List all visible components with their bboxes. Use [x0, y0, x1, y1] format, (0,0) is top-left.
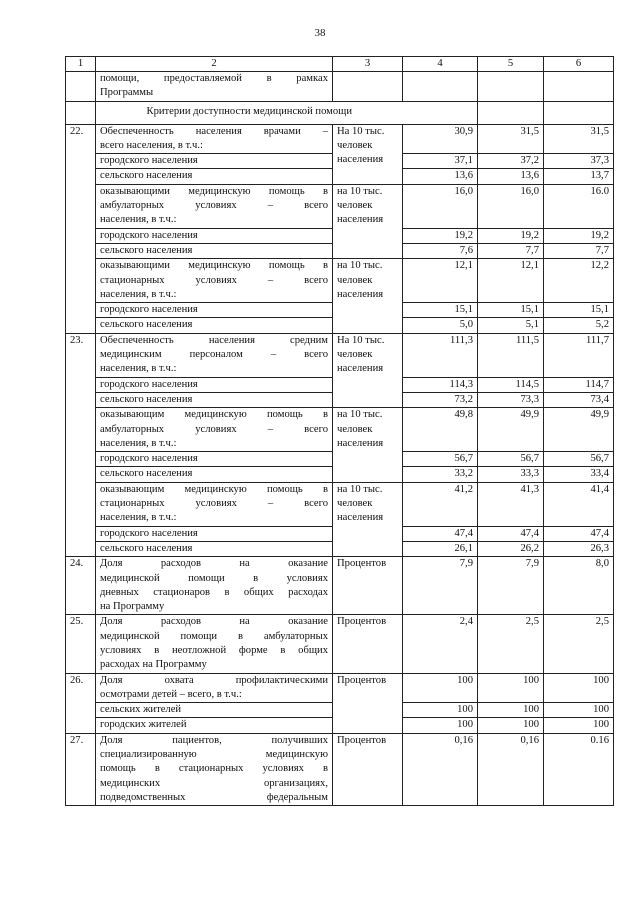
unit-cell: На 10 тыс. человек населения: [333, 333, 403, 407]
table-row: [66, 333, 614, 377]
value-cell: 13,7: [544, 169, 614, 184]
value-cell: 7,9: [403, 557, 478, 615]
column-header: 2: [96, 57, 333, 72]
table-row: [66, 408, 614, 452]
value-cell: 33,2: [403, 467, 478, 482]
section-title: Критерии доступности медицинской помощи: [96, 101, 403, 124]
value-cell: 100: [403, 718, 478, 733]
unit-cell: На 10 тыс. человек населения: [333, 124, 403, 184]
value-cell: 33,4: [544, 467, 614, 482]
value-cell: 111,3: [403, 333, 478, 377]
value-cell: 7,7: [478, 243, 544, 258]
criteria-table: [65, 56, 614, 806]
value-cell: 37,3: [544, 154, 614, 169]
row-number: 27.: [66, 733, 96, 805]
value-cell: 8,0: [544, 557, 614, 615]
value-cell: 13,6: [478, 169, 544, 184]
value-cell: 31,5: [478, 124, 544, 154]
value-cell: 100: [544, 673, 614, 703]
value-cell: 15,1: [478, 303, 544, 318]
value-cell: 5,0: [403, 318, 478, 333]
value-cell: 12,1: [403, 259, 478, 303]
row-number: 24.: [66, 557, 96, 615]
unit-cell: Процентов: [333, 673, 403, 733]
row-description: Доля расходов на оказание медицинской помощи в амбулаторных условиях в неотложной форме в общих расходах на Программу: [96, 615, 333, 673]
value-cell: 12,1: [478, 259, 544, 303]
unit-cell: Процентов: [333, 557, 403, 615]
table-row: [66, 482, 614, 526]
value-cell: 100: [478, 718, 544, 733]
value-cell: 7,6: [403, 243, 478, 258]
value-cell: 5,2: [544, 318, 614, 333]
value-cell: 114,5: [478, 377, 544, 392]
value-cell: 49,9: [544, 408, 614, 452]
sub-label: сельских жителей: [96, 703, 333, 718]
column-header: 3: [333, 57, 403, 72]
sub-label: городского населения: [96, 228, 333, 243]
value-cell: 73,2: [403, 392, 478, 407]
sub-label: городского населения: [96, 154, 333, 169]
value-cell: 16.0: [544, 184, 614, 228]
value-cell: 114,7: [544, 377, 614, 392]
value-cell: 7,7: [544, 243, 614, 258]
value-cell: 111,7: [544, 333, 614, 377]
unit-cell: на 10 тыс. человек населения: [333, 482, 403, 556]
value-cell: 37,1: [403, 154, 478, 169]
table-row: [66, 733, 614, 805]
column-header: 4: [403, 57, 478, 72]
sub-label: сельского населения: [96, 392, 333, 407]
value-cell: 12,2: [544, 259, 614, 303]
sub-label: сельского населения: [96, 169, 333, 184]
value-cell: 100: [478, 673, 544, 703]
sub-label: сельского населения: [96, 318, 333, 333]
value-cell: 73,4: [544, 392, 614, 407]
value-cell: 2,4: [403, 615, 478, 673]
row-number: 22.: [66, 124, 96, 333]
row-description: Обеспеченность населения врачами – всего населения, в т.ч.:: [96, 124, 333, 154]
sub-label: городского населения: [96, 303, 333, 318]
value-cell: 19,2: [403, 228, 478, 243]
value-cell: 19,2: [478, 228, 544, 243]
value-cell: 49,8: [403, 408, 478, 452]
unit-cell: на 10 тыс. человек населения: [333, 408, 403, 482]
column-header-row: [66, 57, 614, 72]
value-cell: 41,3: [478, 482, 544, 526]
sub-label: сельского населения: [96, 541, 333, 556]
unit-cell: Процентов: [333, 615, 403, 673]
value-cell: 13,6: [403, 169, 478, 184]
value-cell: 15,1: [544, 303, 614, 318]
table-row: [66, 673, 614, 703]
value-cell: 15,1: [403, 303, 478, 318]
value-cell: 0.16: [544, 733, 614, 805]
value-cell: 47,4: [403, 526, 478, 541]
value-cell: 100: [544, 703, 614, 718]
row-description: Обеспеченность населения средним медицинским персоналом – всего населения, в т.ч.:: [96, 333, 333, 377]
value-cell: 100: [544, 718, 614, 733]
value-cell: 33,3: [478, 467, 544, 482]
row-description: Доля расходов на оказание медицинской помощи в условиях дневных стационаров в общих расходах на Программу: [96, 557, 333, 615]
value-cell: 56,7: [478, 452, 544, 467]
value-cell: 41,4: [544, 482, 614, 526]
unit-cell: на 10 тыс. человек населения: [333, 184, 403, 258]
row-description: оказывающими медицинскую помощь в амбулаторных условиях – всего населения, в т.ч.:: [96, 184, 333, 228]
table-row: [66, 72, 614, 102]
sub-label: городского населения: [96, 526, 333, 541]
value-cell: 47,4: [544, 526, 614, 541]
table-row: [66, 557, 614, 615]
value-cell: 47,4: [478, 526, 544, 541]
value-cell: 41,2: [403, 482, 478, 526]
section-title-row: [66, 101, 614, 124]
table-row: [66, 124, 614, 154]
column-header: 5: [478, 57, 544, 72]
row-description: Доля пациентов, получивших специализированную медицинскую помощь в стационарных условиях в медицинских организациях, подведомственных федеральным: [96, 733, 333, 805]
value-cell: 19,2: [544, 228, 614, 243]
column-header: 1: [66, 57, 96, 72]
table-row: [66, 259, 614, 303]
row-description: оказывающим медицинскую помощь в амбулаторных условиях – всего населения, в т.ч.:: [96, 408, 333, 452]
sub-label: сельского населения: [96, 467, 333, 482]
row-number: 26.: [66, 673, 96, 733]
column-header: 6: [544, 57, 614, 72]
row-description: помощи, предоставляемой в рамках Программы: [96, 72, 333, 102]
value-cell: 30,9: [403, 124, 478, 154]
value-cell: 73,3: [478, 392, 544, 407]
value-cell: 31,5: [544, 124, 614, 154]
value-cell: 100: [478, 703, 544, 718]
value-cell: 49,9: [478, 408, 544, 452]
unit-cell: на 10 тыс. человек населения: [333, 259, 403, 333]
value-cell: 26,2: [478, 541, 544, 556]
value-cell: 114,3: [403, 377, 478, 392]
value-cell: 111,5: [478, 333, 544, 377]
unit-cell: Процентов: [333, 733, 403, 805]
table-row: [66, 184, 614, 228]
sub-label: городских жителей: [96, 718, 333, 733]
sub-label: городского населения: [96, 377, 333, 392]
value-cell: 37,2: [478, 154, 544, 169]
value-cell: 16,0: [403, 184, 478, 228]
value-cell: 26,1: [403, 541, 478, 556]
row-number: 23.: [66, 333, 96, 556]
value-cell: 2,5: [544, 615, 614, 673]
row-description: оказывающим медицинскую помощь в стационарных условиях – всего населения, в т.ч.:: [96, 482, 333, 526]
value-cell: 26,3: [544, 541, 614, 556]
value-cell: 2,5: [478, 615, 544, 673]
table-row: [66, 615, 614, 673]
row-number: 25.: [66, 615, 96, 673]
value-cell: 56,7: [403, 452, 478, 467]
value-cell: 100: [403, 703, 478, 718]
value-cell: 16,0: [478, 184, 544, 228]
value-cell: 0,16: [403, 733, 478, 805]
sub-label: сельского населения: [96, 243, 333, 258]
value-cell: 100: [403, 673, 478, 703]
value-cell: 5,1: [478, 318, 544, 333]
value-cell: 0,16: [478, 733, 544, 805]
value-cell: 7,9: [478, 557, 544, 615]
row-description: Доля охвата профилактическими осмотрами детей – всего, в т.ч.:: [96, 673, 333, 703]
sub-label: городского населения: [96, 452, 333, 467]
row-description: оказывающими медицинскую помощь в стационарных условиях – всего населения, в т.ч.:: [96, 259, 333, 303]
value-cell: 56,7: [544, 452, 614, 467]
page-number: 38: [314, 27, 326, 39]
